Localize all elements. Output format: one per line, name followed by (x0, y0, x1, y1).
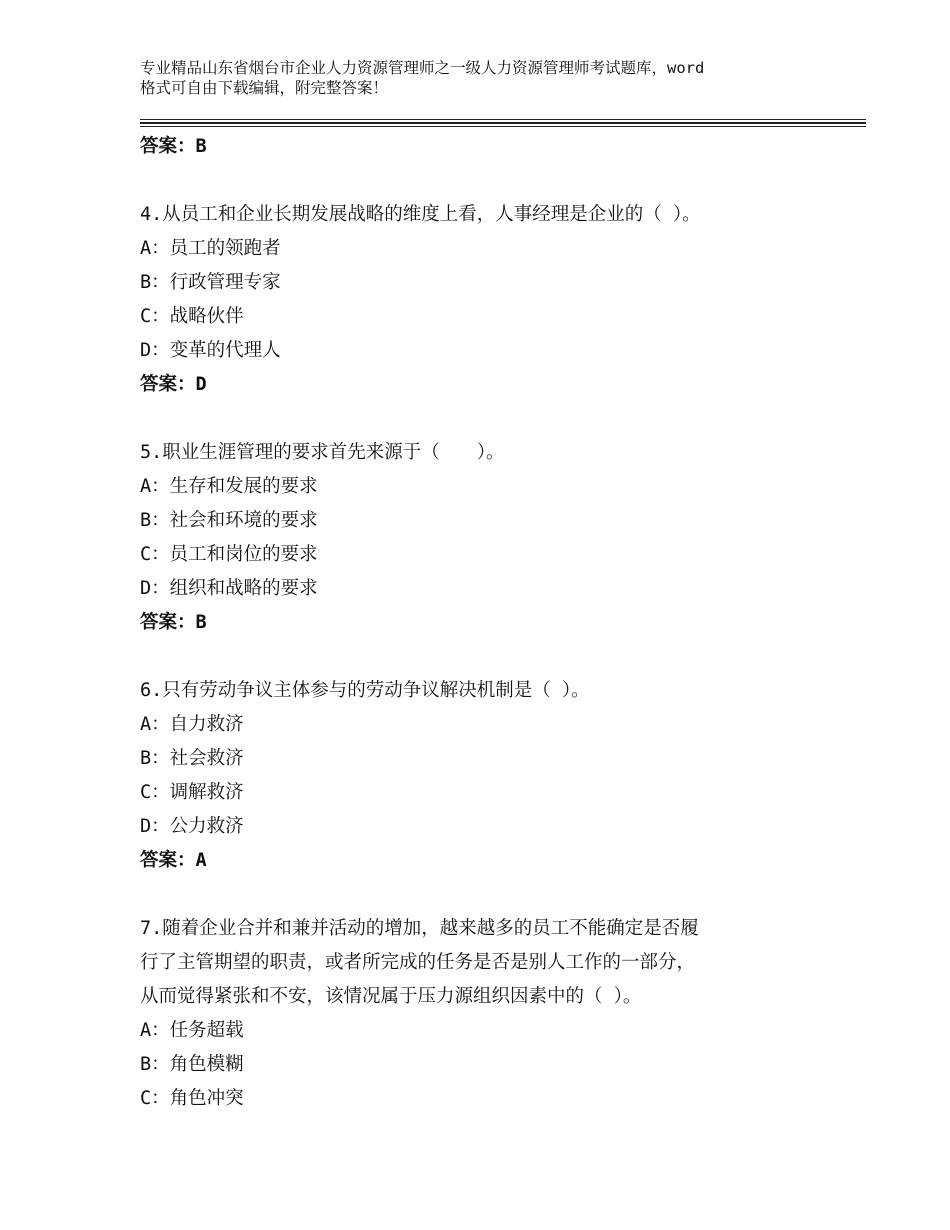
question-6 (140, 674, 830, 878)
question-stem: 4.从员工和企业长期发展战略的维度上看，人事经理是企业的（ ）。 (140, 204, 701, 225)
question-5 (140, 436, 830, 640)
option-b: B：社会救济 (140, 748, 244, 769)
option-a: A：任务超载 (140, 1020, 244, 1041)
document-header (140, 58, 840, 98)
question-stem-line-1: 7.随着企业合并和兼并活动的增加，越来越多的员工不能确定是否履 (140, 918, 699, 939)
header-rule-middle (140, 122, 866, 124)
answer: 答案：A (140, 850, 207, 871)
question-4 (140, 198, 830, 402)
option-c: C：战略伙伴 (140, 306, 244, 327)
answer: 答案：B (140, 612, 207, 633)
answer: 答案：D (140, 374, 207, 395)
question-stem-line-2: 行了主管期望的职责，或者所完成的任务是否是别人工作的一部分， (140, 952, 696, 973)
option-c: C：角色冲突 (140, 1088, 244, 1109)
header-rule-top (140, 119, 866, 120)
option-c: C：员工和岗位的要求 (140, 544, 318, 565)
header-line-2: 格式可自由下载编辑，附完整答案！ (140, 79, 389, 97)
question-list (140, 130, 830, 1116)
header-line-1: 专业精品山东省烟台市企业人力资源管理师之一级人力资源管理师考试题库，word (140, 59, 705, 77)
question-stem: 5.职业生涯管理的要求首先来源于（ ）。 (140, 442, 505, 463)
question-7 (140, 912, 830, 1116)
option-b: B：行政管理专家 (140, 272, 281, 293)
option-d: D：组织和战略的要求 (140, 578, 318, 599)
option-d: D：变革的代理人 (140, 340, 281, 361)
option-a: A：员工的领跑者 (140, 238, 281, 259)
question-stem-line-3: 从而觉得紧张和不安，该情况属于压力源组织因素中的（ ）。 (140, 986, 642, 1007)
question-stem: 6.只有劳动争议主体参与的劳动争议解决机制是（ ）。 (140, 680, 590, 701)
previous-answer: 答案：B (140, 136, 207, 157)
option-b: B：角色模糊 (140, 1054, 244, 1075)
option-a: A：生存和发展的要求 (140, 476, 318, 497)
header-rule-bottom (140, 126, 866, 127)
option-d: D：公力救济 (140, 816, 244, 837)
option-b: B：社会和环境的要求 (140, 510, 318, 531)
option-a: A：自力救济 (140, 714, 244, 735)
option-c: C：调解救济 (140, 782, 244, 803)
